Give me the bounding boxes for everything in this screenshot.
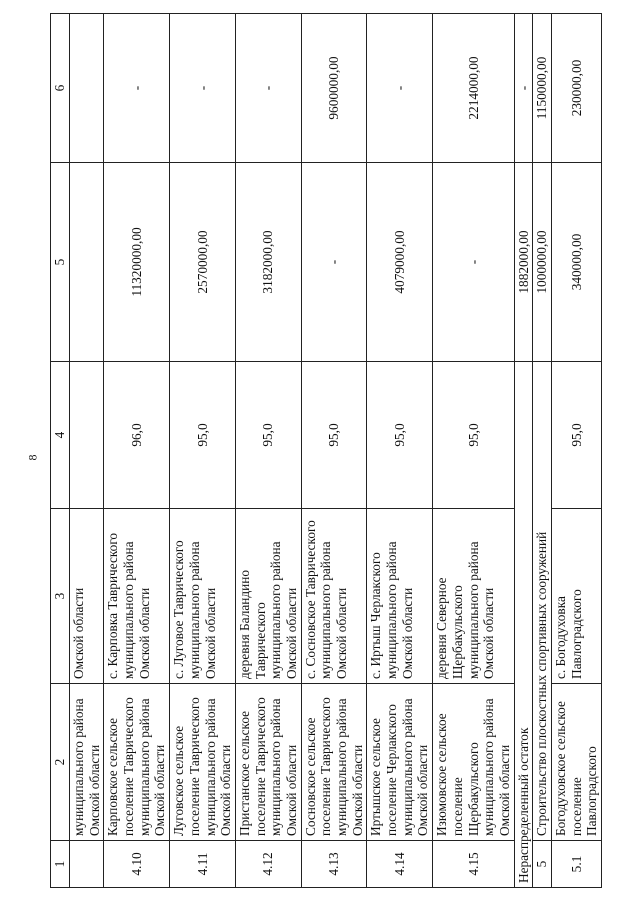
cell-amount-b: - bbox=[235, 14, 301, 163]
cell-location: с. Луговое Таврического муниципального района Омской области bbox=[170, 509, 236, 684]
cell-amount-a: - bbox=[301, 163, 367, 362]
col-5-header: 5 bbox=[51, 163, 70, 362]
section-5-amount-a: 1000000,00 bbox=[533, 163, 552, 362]
cell-amount-b: 9600000,00 bbox=[301, 14, 367, 163]
table-row bbox=[551, 14, 601, 888]
cell-amount-a: 340000,00 bbox=[551, 163, 601, 362]
col-4-header: 4 bbox=[51, 362, 70, 509]
section-5-number: 5 bbox=[533, 841, 552, 888]
section-5-amount-b: 1150000,00 bbox=[533, 14, 552, 163]
cell-amount-a: 4079000,00 bbox=[367, 163, 433, 362]
cell-recipient: Изюмовское сельское поселение Щербакульского муниципального района Омской области bbox=[433, 684, 514, 841]
cell-percent: 95,0 bbox=[551, 362, 601, 509]
unallocated-row bbox=[514, 14, 533, 888]
budget-table bbox=[50, 13, 602, 888]
cell-number: 4.12 bbox=[235, 841, 301, 888]
col-3-header: 3 bbox=[51, 509, 70, 684]
unallocated-amount-a: 1882000,00 bbox=[514, 163, 533, 362]
cell-amount-b: - bbox=[367, 14, 433, 163]
col-1-header: 1 bbox=[51, 841, 70, 888]
cell-amount-a bbox=[70, 163, 104, 362]
table-row bbox=[104, 14, 170, 888]
table-row bbox=[301, 14, 367, 888]
unallocated-label: Нераспределенный остаток bbox=[514, 362, 533, 888]
cell-amount-b: - bbox=[104, 14, 170, 163]
table-row bbox=[367, 14, 433, 888]
col-2-header: 2 bbox=[51, 684, 70, 841]
cell-percent: 95,0 bbox=[235, 362, 301, 509]
cell-percent: 95,0 bbox=[433, 362, 514, 509]
cell-location: Омской области bbox=[70, 509, 104, 684]
cell-number: 4.15 bbox=[433, 841, 514, 888]
cell-number: 5.1 bbox=[551, 841, 601, 888]
table-row bbox=[170, 14, 236, 888]
cell-location: с. Сосновское Таврического муниципального района Омской области bbox=[301, 509, 367, 684]
cell-percent bbox=[70, 362, 104, 509]
section-5-label: Строительство плоскостных спортивных сооружений bbox=[533, 362, 552, 841]
cell-percent: 95,0 bbox=[170, 362, 236, 509]
cell-recipient: Луговское сельское поселение Таврического муниципального района Омской области bbox=[170, 684, 236, 841]
cell-amount-b: - bbox=[170, 14, 236, 163]
unallocated-amount-b: - bbox=[514, 14, 533, 163]
cell-location: деревня Баландино Таврического муниципального района Омской области bbox=[235, 509, 301, 684]
cell-recipient: Богодуховское сельское поселение Павлоградского bbox=[551, 684, 601, 841]
cell-location: с. Иртыш Черлакского муниципального района Омской области bbox=[367, 509, 433, 684]
cell-percent: 96,0 bbox=[104, 362, 170, 509]
cell-location: с. Богодуховка Павлоградского bbox=[551, 509, 601, 684]
cell-amount-b: 230000,00 bbox=[551, 14, 601, 163]
page-number: 8 bbox=[25, 454, 40, 461]
cell-amount-a: - bbox=[433, 163, 514, 362]
cell-recipient: Карповское сельское поселение Таврического муниципального района Омской области bbox=[104, 684, 170, 841]
cell-amount-a: 11320000,00 bbox=[104, 163, 170, 362]
continuation-row bbox=[70, 14, 104, 888]
cell-recipient: Сосновское сельское поселение Таврического муниципального района Омской области bbox=[301, 684, 367, 841]
cell-percent: 95,0 bbox=[367, 362, 433, 509]
cell-recipient: муниципального района Омской области bbox=[70, 684, 104, 841]
cell-number: 4.11 bbox=[170, 841, 236, 888]
table-row bbox=[235, 14, 301, 888]
table-row bbox=[433, 14, 514, 888]
cell-amount-b bbox=[70, 14, 104, 163]
cell-amount-a: 2570000,00 bbox=[170, 163, 236, 362]
cell-amount-b: 2214000,00 bbox=[433, 14, 514, 163]
column-number-row bbox=[51, 14, 70, 888]
cell-number: 4.14 bbox=[367, 841, 433, 888]
cell-location: с. Карповка Таврического муниципального района Омской области bbox=[104, 509, 170, 684]
cell-number: 4.10 bbox=[104, 841, 170, 888]
cell-recipient: Пристанское сельское поселение Таврического муниципального района Омской области bbox=[235, 684, 301, 841]
cell-recipient: Иртышское сельское поселение Черлакского муниципального района Омской области bbox=[367, 684, 433, 841]
cell-percent: 95,0 bbox=[301, 362, 367, 509]
cell-amount-a: 3182000,00 bbox=[235, 163, 301, 362]
cell-location: деревня Северное Щербакульского муниципального района Омской области bbox=[433, 509, 514, 684]
cell-number bbox=[70, 841, 104, 888]
section-5-row bbox=[533, 14, 552, 888]
cell-number: 4.13 bbox=[301, 841, 367, 888]
rotated-page bbox=[50, 16, 640, 888]
col-6-header: 6 bbox=[51, 14, 70, 163]
